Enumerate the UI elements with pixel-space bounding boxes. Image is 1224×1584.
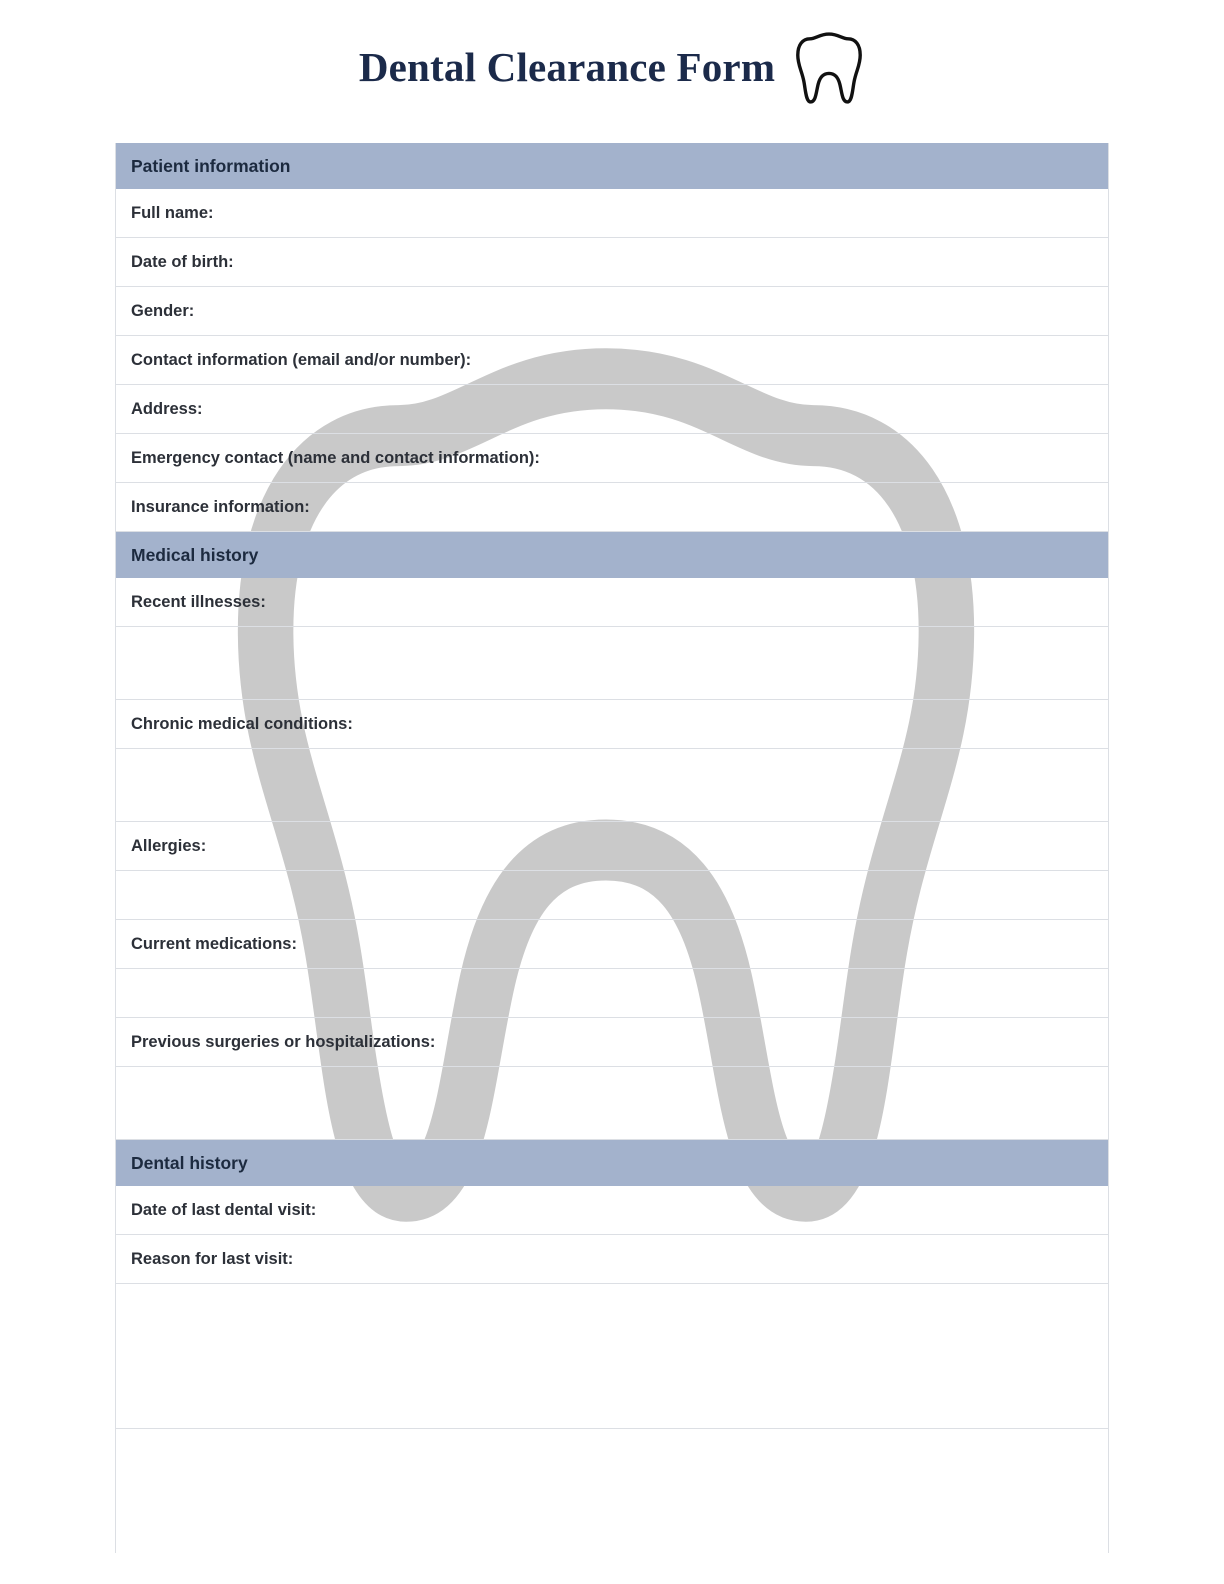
field-row-current-medications[interactable] [115,920,1109,969]
field-label: Chronic medical conditions: [115,700,1109,749]
answer-space [115,969,1109,1018]
answer-area-allergies[interactable] [115,871,1109,920]
answer-space [115,627,1109,700]
field-row-chronic-medical-conditions[interactable] [115,700,1109,749]
field-row-full-name[interactable] [115,189,1109,238]
field-row-recent-illnesses[interactable] [115,578,1109,627]
field-label: Insurance information: [115,483,1109,532]
field-row-date-of-birth[interactable] [115,238,1109,287]
section-heading: Medical history [115,532,1109,579]
field-label: Current medications: [115,920,1109,969]
section-heading: Dental history [115,1140,1109,1187]
answer-area-reason-for-last-visit[interactable] [115,1284,1109,1429]
answer-space [115,749,1109,822]
page-header [0,28,1224,106]
section-header-patient-information [115,143,1109,189]
field-row-date-of-last-dental-visit[interactable] [115,1186,1109,1235]
table-right-border [1108,143,1109,1553]
field-label: Recent illnesses: [115,578,1109,627]
field-label: Previous surgeries or hospitalizations: [115,1018,1109,1067]
field-label: Gender: [115,287,1109,336]
answer-space [115,1284,1109,1429]
field-row-allergies[interactable] [115,822,1109,871]
answer-area-current-medications[interactable] [115,969,1109,1018]
dental-clearance-form-table [115,143,1109,1429]
field-label: Allergies: [115,822,1109,871]
answer-area-recent-illnesses[interactable] [115,627,1109,700]
field-label: Address: [115,385,1109,434]
table-left-border [115,143,116,1553]
page-title: Dental Clearance Form [358,43,776,90]
field-label: Full name: [115,189,1109,238]
section-header-dental-history [115,1140,1109,1187]
field-row-previous-surgeries[interactable] [115,1018,1109,1067]
field-label: Emergency contact (name and contact information): [115,434,1109,483]
answer-area-previous-surgeries[interactable] [115,1067,1109,1140]
field-row-address[interactable] [115,385,1109,434]
section-heading: Patient information [115,143,1109,189]
field-row-contact-information[interactable] [115,336,1109,385]
section-header-medical-history [115,532,1109,579]
field-label: Date of last dental visit: [115,1186,1109,1235]
field-label: Reason for last visit: [115,1235,1109,1284]
field-row-reason-for-last-visit[interactable] [115,1235,1109,1284]
field-label: Contact information (email and/or number): [115,336,1109,385]
answer-area-chronic-medical-conditions[interactable] [115,749,1109,822]
answer-space [115,871,1109,920]
answer-space [115,1067,1109,1140]
field-row-gender[interactable] [115,287,1109,336]
tooth-icon [793,30,865,106]
field-row-emergency-contact[interactable] [115,434,1109,483]
field-label: Date of birth: [115,238,1109,287]
field-row-insurance-information[interactable] [115,483,1109,532]
